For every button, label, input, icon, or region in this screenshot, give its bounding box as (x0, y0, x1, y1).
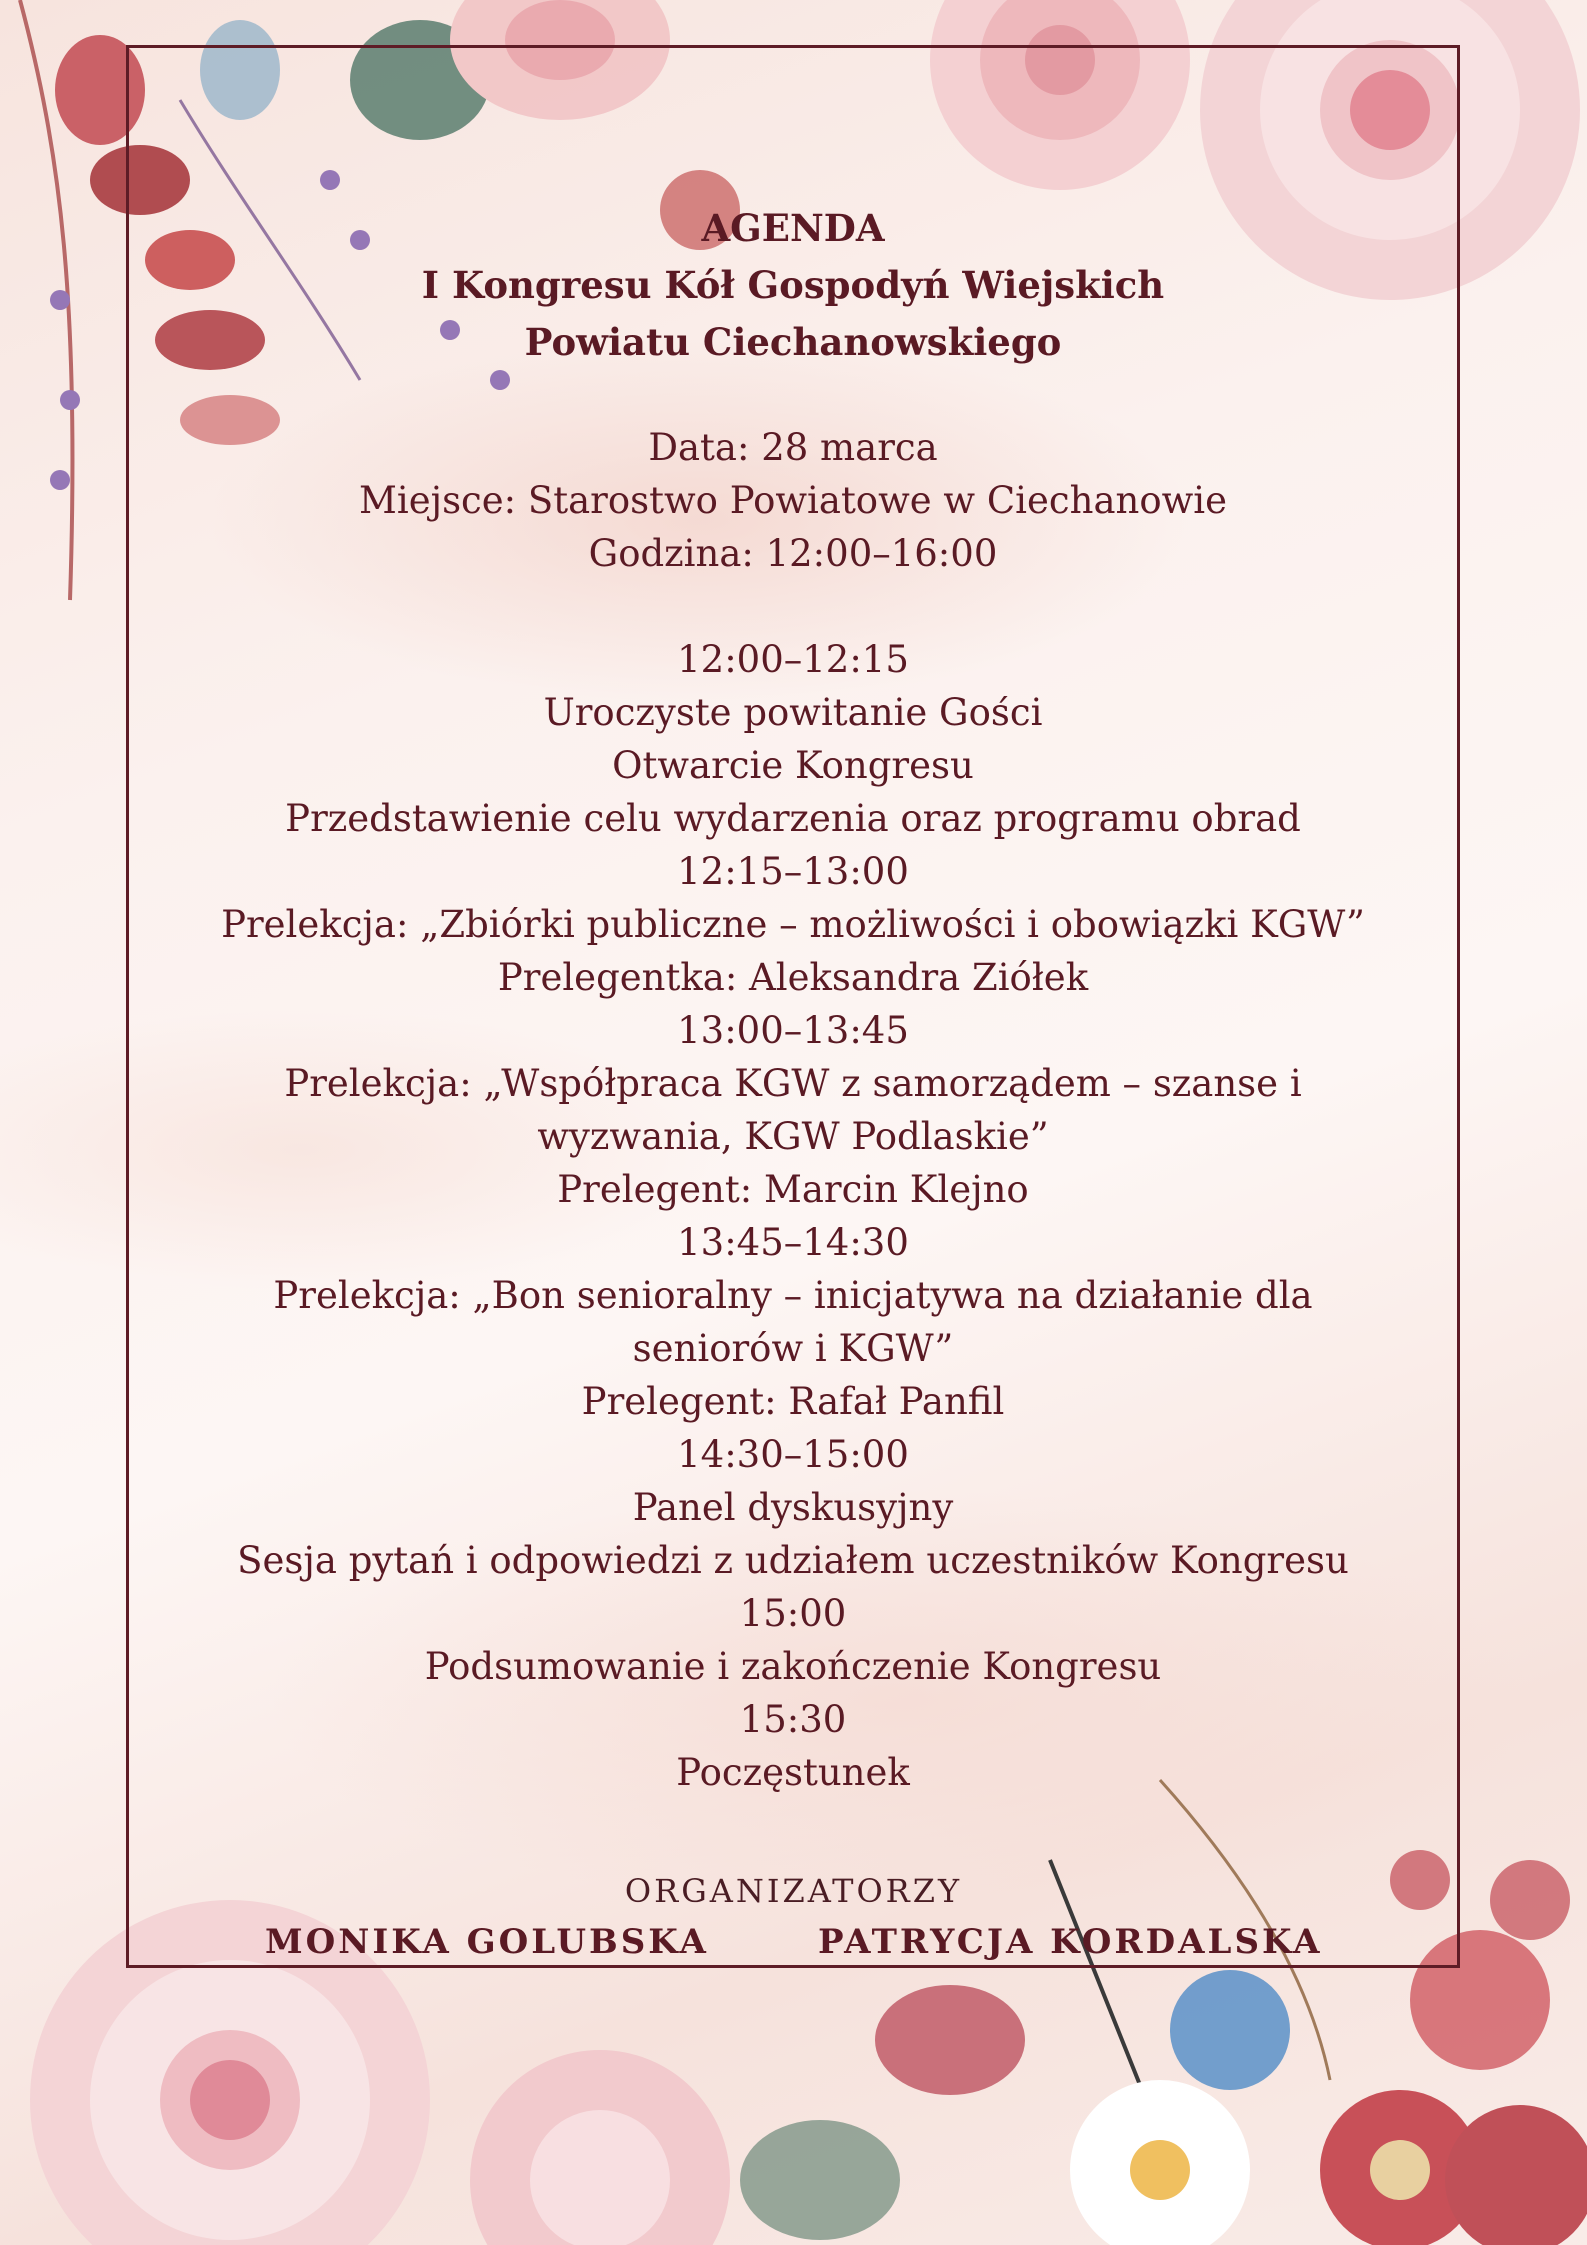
agenda-document (160, 200, 1426, 1799)
organizer-name: PATRYCJA KORDALSKA (818, 1922, 1323, 1962)
organizer-name: MONIKA GOLUBSKA (265, 1922, 709, 1962)
agenda-line: seniorów i KGW” (632, 1327, 954, 1370)
organizers-label: ORGANIZATORZY (624, 1872, 963, 1910)
agenda-line: 15:00 (739, 1592, 847, 1635)
agenda-line: 13:00–13:45 (677, 1009, 909, 1052)
event-place: Miejsce: Starostwo Powiatowe w Ciechanowie (358, 479, 1228, 522)
agenda-line: Panel dyskusyjny (632, 1486, 954, 1529)
agenda-line: Uroczyste powitanie Gości (543, 691, 1043, 734)
agenda-line: Prelegent: Rafał Panfil (581, 1380, 1005, 1423)
agenda-line: Prelekcja: „Zbiórki publiczne – możliwości i obowiązki KGW” (221, 903, 1365, 946)
event-info (160, 421, 1426, 580)
agenda-line: Poczęstunek (676, 1751, 910, 1794)
agenda-line: 14:30–15:00 (677, 1433, 909, 1476)
agenda-line: 13:45–14:30 (677, 1221, 909, 1264)
event-date: Data: 28 marca (648, 426, 938, 469)
agenda-line: wyzwania, KGW Podlaskie” (537, 1115, 1049, 1158)
title-line: I Kongresu Kół Gospodyń Wiejskich (421, 263, 1165, 307)
agenda-line: 12:15–13:00 (677, 850, 909, 893)
title-line: Powiatu Ciechanowskiego (524, 320, 1062, 364)
agenda-line: Prelekcja: „Bon senioralny – inicjatywa na działanie dla (273, 1274, 1313, 1317)
agenda-line: Sesja pytań i odpowiedzi z udziałem uczestników Kongresu (237, 1539, 1349, 1582)
agenda-line: Otwarcie Kongresu (612, 744, 974, 787)
agenda-line: Prelegentka: Aleksandra Ziółek (497, 956, 1089, 999)
agenda-line: Prelegent: Marcin Klejno (557, 1168, 1029, 1211)
document-title (160, 200, 1426, 371)
agenda-line: Prelekcja: „Współpraca KGW z samorządem – szanse i (284, 1062, 1302, 1105)
agenda-list (160, 633, 1426, 1799)
title-line: AGENDA (701, 206, 885, 250)
agenda-line: 15:30 (739, 1698, 847, 1741)
agenda-line: 12:00–12:15 (677, 638, 909, 681)
agenda-line: Podsumowanie i zakończenie Kongresu (424, 1645, 1162, 1688)
event-hours: Godzina: 12:00–16:00 (588, 532, 998, 575)
agenda-line: Przedstawienie celu wydarzenia oraz programu obrad (285, 797, 1301, 840)
